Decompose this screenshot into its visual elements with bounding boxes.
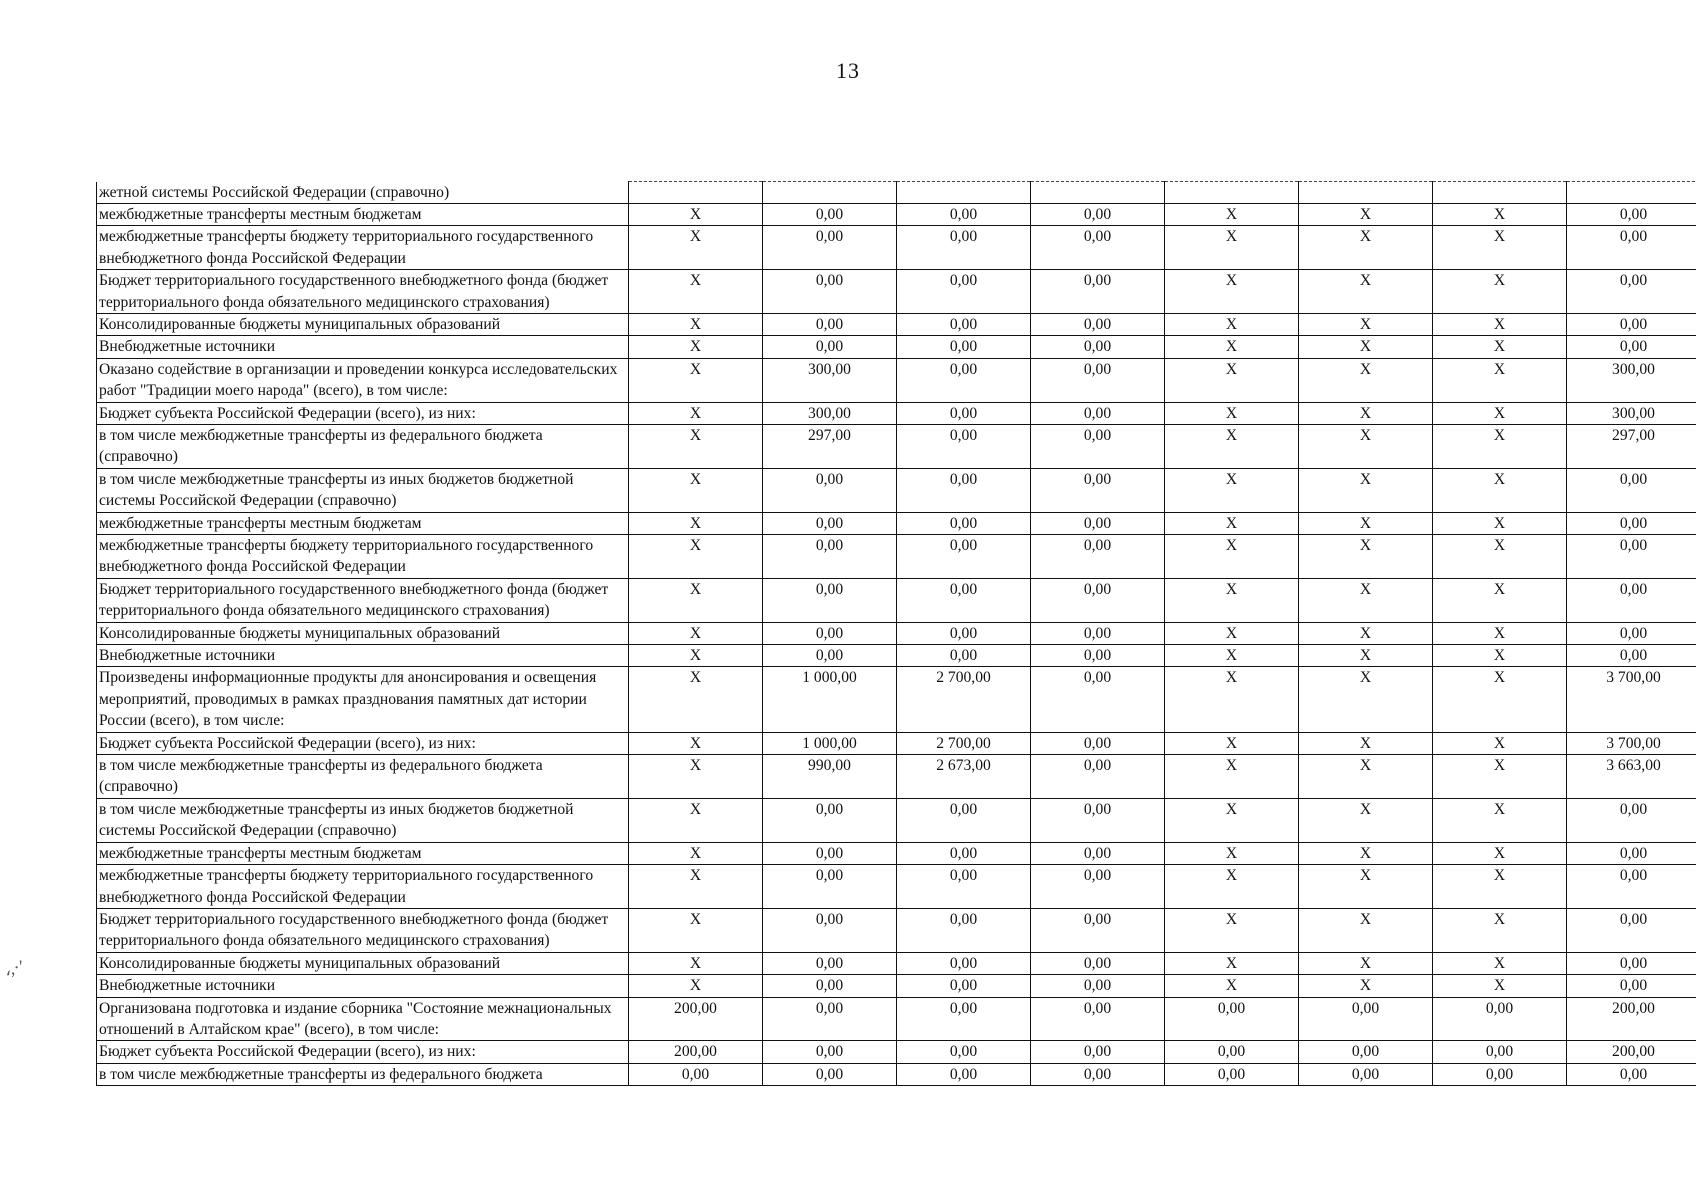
cell-value: X [629,313,763,335]
cell-value [897,182,1031,204]
row-label: межбюджетные трансферты местным бюджетам [97,512,629,534]
cell-value: 2 673,00 [897,755,1031,799]
cell-value: X [1433,313,1567,335]
cell-value: X [629,358,763,402]
cell-value: X [629,975,763,997]
table-row [97,667,1696,732]
cell-value: X [1165,270,1299,314]
cell-value: 0,00 [897,842,1031,864]
cell-value: X [1299,535,1433,579]
cell-value: 0,00 [1567,908,1696,952]
cell-value: X [1165,667,1299,732]
cell-value: 300,00 [763,358,897,402]
cell-value: X [1433,358,1567,402]
cell-value: 0,00 [1567,798,1696,842]
cell-value: 0,00 [897,402,1031,424]
cell-value: X [1433,535,1567,579]
cell-value: 0,00 [1299,997,1433,1041]
cell-value: X [1433,424,1567,468]
cell-value: X [1433,952,1567,974]
cell-value: X [629,203,763,225]
cell-value: 0,00 [1165,997,1299,1041]
cell-value: X [1165,622,1299,644]
cell-value: X [1433,226,1567,270]
cell-value: 0,00 [1567,313,1696,335]
cell-value: 0,00 [897,336,1031,358]
table-row [97,578,1696,622]
cell-value: 0,00 [1031,732,1165,754]
cell-value: X [629,755,763,799]
cell-value: 0,00 [763,1063,897,1085]
table-row [97,1063,1696,1085]
cell-value: X [1433,865,1567,909]
cell-value: X [1299,842,1433,864]
cell-value: X [1165,578,1299,622]
cell-value: X [629,270,763,314]
row-label: Бюджет субъекта Российской Федерации (всего), из них: [97,402,629,424]
stray-pen-mark: ،,·' [2,956,25,980]
cell-value: X [1165,358,1299,402]
row-label: жетной системы Российской Федерации (справочно) [97,182,629,204]
cell-value: 0,00 [897,1041,1031,1063]
cell-value: 0,00 [763,798,897,842]
cell-value: X [1299,336,1433,358]
cell-value: X [629,512,763,534]
cell-value: 0,00 [1567,952,1696,974]
cell-value: 0,00 [1433,1063,1567,1085]
row-label: межбюджетные трансферты бюджету территориального государственного внебюджетного фонда Российской Федерации [97,535,629,579]
table-row [97,1041,1696,1063]
cell-value: X [629,798,763,842]
cell-value: 0,00 [897,512,1031,534]
page-number: 13 [836,58,860,83]
cell-value: X [1165,645,1299,667]
table-row [97,535,1696,579]
cell-value: X [1165,798,1299,842]
cell-value: 300,00 [1567,402,1696,424]
cell-value: 0,00 [1299,1063,1433,1085]
cell-value: 0,00 [763,997,897,1041]
cell-value: 0,00 [763,1041,897,1063]
row-label: межбюджетные трансферты местным бюджетам [97,842,629,864]
cell-value: 0,00 [897,578,1031,622]
table-row [97,512,1696,534]
budget-table [96,181,1696,1086]
budget-table-body [97,182,1696,1086]
cell-value: X [1433,203,1567,225]
cell-value: X [1299,468,1433,512]
cell-value: 0,00 [897,424,1031,468]
cell-value: 297,00 [763,424,897,468]
cell-value: X [1165,842,1299,864]
row-label: Консолидированные бюджеты муниципальных образований [97,952,629,974]
cell-value: 0,00 [1165,1041,1299,1063]
cell-value: X [629,842,763,864]
cell-value: X [1299,645,1433,667]
cell-value: X [1165,313,1299,335]
cell-value: 0,00 [1031,512,1165,534]
cell-value: 0,00 [897,358,1031,402]
cell-value: X [629,336,763,358]
cell-value: X [1165,468,1299,512]
row-label: Бюджет субъекта Российской Федерации (всего), из них: [97,732,629,754]
row-label: в том числе межбюджетные трансферты из федерального бюджета [97,1063,629,1085]
cell-value: 200,00 [629,997,763,1041]
cell-value: 0,00 [763,952,897,974]
cell-value: 297,00 [1567,424,1696,468]
row-label: Консолидированные бюджеты муниципальных образований [97,622,629,644]
cell-value: 2 700,00 [897,732,1031,754]
cell-value: 0,00 [763,908,897,952]
cell-value: 0,00 [1031,755,1165,799]
cell-value: X [1433,336,1567,358]
cell-value: X [1299,667,1433,732]
cell-value: 0,00 [1567,645,1696,667]
cell-value: X [1165,226,1299,270]
cell-value: 0,00 [1567,535,1696,579]
row-label: в том числе межбюджетные трансферты из иных бюджетов бюджетной системы Российской Федерации (справочно) [97,798,629,842]
cell-value: X [1165,424,1299,468]
cell-value: 2 700,00 [897,667,1031,732]
table-row [97,755,1696,799]
cell-value: 0,00 [1031,1063,1165,1085]
cell-value: 0,00 [897,975,1031,997]
cell-value: X [1165,336,1299,358]
cell-value: X [1165,203,1299,225]
cell-value: 0,00 [763,865,897,909]
table-row [97,997,1696,1041]
cell-value: 0,00 [1031,535,1165,579]
cell-value: 300,00 [1567,358,1696,402]
cell-value: X [1299,270,1433,314]
row-label: Внебюджетные источники [97,336,629,358]
cell-value: X [629,645,763,667]
cell-value: 0,00 [1031,842,1165,864]
cell-value: X [1433,468,1567,512]
cell-value: 0,00 [1567,226,1696,270]
cell-value: 0,00 [763,313,897,335]
cell-value: 0,00 [763,270,897,314]
cell-value: 0,00 [1433,1041,1567,1063]
cell-value: 200,00 [1567,1041,1696,1063]
cell-value: 0,00 [763,336,897,358]
cell-value: 0,00 [1031,645,1165,667]
cell-value: 0,00 [1031,402,1165,424]
table-row [97,732,1696,754]
cell-value: X [1433,667,1567,732]
cell-value: X [1165,975,1299,997]
row-label: Организована подготовка и издание сборника "Состояние межнациональных отношений в Алтайском крае" (всего), в том числе: [97,997,629,1041]
cell-value: X [629,402,763,424]
cell-value: 3 700,00 [1567,667,1696,732]
table-row [97,468,1696,512]
cell-value: 0,00 [1031,667,1165,732]
cell-value: X [1165,908,1299,952]
cell-value: 0,00 [1433,997,1567,1041]
cell-value: X [1299,732,1433,754]
cell-value: X [629,578,763,622]
cell-value: X [1299,975,1433,997]
cell-value: X [629,468,763,512]
cell-value: 0,00 [1031,358,1165,402]
cell-value: 3 700,00 [1567,732,1696,754]
cell-value: X [629,908,763,952]
cell-value: X [1165,402,1299,424]
cell-value [763,182,897,204]
table-row [97,336,1696,358]
cell-value: 0,00 [1031,908,1165,952]
cell-value: X [1299,952,1433,974]
cell-value: X [1299,755,1433,799]
cell-value: X [629,226,763,270]
cell-value: 0,00 [1567,512,1696,534]
cell-value: 1 000,00 [763,667,897,732]
cell-value: X [629,865,763,909]
cell-value: 200,00 [1567,997,1696,1041]
cell-value: 0,00 [763,578,897,622]
cell-value [1165,182,1299,204]
cell-value: 3 663,00 [1567,755,1696,799]
cell-value: 0,00 [1165,1063,1299,1085]
cell-value: X [1299,622,1433,644]
cell-value: 0,00 [763,975,897,997]
cell-value: 0,00 [1031,798,1165,842]
cell-value: X [1165,732,1299,754]
cell-value: 200,00 [629,1041,763,1063]
cell-value: 0,00 [1567,842,1696,864]
table-row [97,975,1696,997]
table-row [97,952,1696,974]
cell-value: 0,00 [1031,270,1165,314]
cell-value: 0,00 [897,270,1031,314]
cell-value: 0,00 [897,997,1031,1041]
table-row [97,622,1696,644]
cell-value: 0,00 [1031,313,1165,335]
cell-value: X [1433,512,1567,534]
cell-value: 300,00 [763,402,897,424]
cell-value [1433,182,1567,204]
cell-value: 0,00 [1299,1041,1433,1063]
cell-value: X [1165,865,1299,909]
cell-value: 0,00 [1031,975,1165,997]
row-label: Внебюджетные источники [97,645,629,667]
cell-value: 0,00 [897,908,1031,952]
table-row [97,313,1696,335]
cell-value: X [1433,622,1567,644]
table-row [97,203,1696,225]
cell-value: X [1433,908,1567,952]
cell-value: X [1299,798,1433,842]
cell-value: X [629,732,763,754]
cell-value: 0,00 [1031,336,1165,358]
table-row [97,270,1696,314]
cell-value: 0,00 [897,313,1031,335]
cell-value: 0,00 [897,645,1031,667]
row-label: Консолидированные бюджеты муниципальных образований [97,313,629,335]
cell-value: 0,00 [1031,997,1165,1041]
cell-value: X [1433,578,1567,622]
cell-value: X [1433,798,1567,842]
cell-value: 0,00 [1567,468,1696,512]
cell-value: 0,00 [763,512,897,534]
cell-value [1031,182,1165,204]
cell-value: 0,00 [897,1063,1031,1085]
cell-value: 990,00 [763,755,897,799]
cell-value: 0,00 [1031,622,1165,644]
row-label: в том числе межбюджетные трансферты из иных бюджетов бюджетной системы Российской Федерации (справочно) [97,468,629,512]
cell-value: X [1299,226,1433,270]
cell-value: 0,00 [1031,468,1165,512]
cell-value: 0,00 [897,226,1031,270]
cell-value: X [1299,578,1433,622]
row-label: Бюджет субъекта Российской Федерации (всего), из них: [97,1041,629,1063]
row-label: в том числе межбюджетные трансферты из федерального бюджета (справочно) [97,424,629,468]
row-label: межбюджетные трансферты местным бюджетам [97,203,629,225]
table-row [97,798,1696,842]
table-row [97,908,1696,952]
cell-value: X [1299,358,1433,402]
cell-value: X [1433,732,1567,754]
cell-value: X [629,622,763,644]
cell-value: 0,00 [1567,336,1696,358]
cell-value [1299,182,1433,204]
cell-value: 0,00 [1567,975,1696,997]
cell-value: X [1433,270,1567,314]
cell-value: 0,00 [763,535,897,579]
table-row [97,182,1696,204]
row-label: Оказано содействие в организации и проведении конкурса исследовательских работ "Традиции моего народа" (всего), в том числе: [97,358,629,402]
cell-value: 0,00 [629,1063,763,1085]
cell-value: X [629,535,763,579]
row-label: межбюджетные трансферты бюджету территориального государственного внебюджетного фонда Российской Федерации [97,226,629,270]
cell-value: 0,00 [1031,865,1165,909]
cell-value: 0,00 [763,468,897,512]
table-row [97,865,1696,909]
cell-value: 0,00 [1031,952,1165,974]
cell-value: X [1165,952,1299,974]
cell-value: X [1165,755,1299,799]
cell-value: X [1433,842,1567,864]
cell-value: 0,00 [897,622,1031,644]
cell-value: X [1433,402,1567,424]
cell-value: 0,00 [1567,203,1696,225]
row-label: в том числе межбюджетные трансферты из федерального бюджета (справочно) [97,755,629,799]
cell-value: X [1299,424,1433,468]
cell-value: 0,00 [1031,226,1165,270]
cell-value: 0,00 [897,468,1031,512]
cell-value: 0,00 [763,842,897,864]
row-label: межбюджетные трансферты бюджету территориального государственного внебюджетного фонда Российской Федерации [97,865,629,909]
cell-value: 0,00 [1031,578,1165,622]
row-label: Бюджет территориального государственного внебюджетного фонда (бюджет территориального фонда обязательного медицинского страхования) [97,270,629,314]
cell-value: X [1299,402,1433,424]
row-label: Внебюджетные источники [97,975,629,997]
cell-value: 0,00 [763,645,897,667]
cell-value: X [1165,535,1299,579]
cell-value: 0,00 [1567,1063,1696,1085]
cell-value: 0,00 [1567,622,1696,644]
cell-value: 0,00 [763,203,897,225]
cell-value: 0,00 [897,952,1031,974]
cell-value: 0,00 [763,226,897,270]
row-label: Бюджет территориального государственного внебюджетного фонда (бюджет территориального фонда обязательного медицинского страхования) [97,578,629,622]
cell-value: 0,00 [1031,203,1165,225]
cell-value: 0,00 [1567,578,1696,622]
cell-value: 0,00 [1031,424,1165,468]
cell-value: X [1299,512,1433,534]
cell-value: 0,00 [1031,1041,1165,1063]
cell-value: X [629,667,763,732]
cell-value: X [1299,313,1433,335]
table-row [97,645,1696,667]
cell-value: X [1299,865,1433,909]
cell-value: X [1433,975,1567,997]
cell-value [629,182,763,204]
cell-value: 1 000,00 [763,732,897,754]
table-row [97,226,1696,270]
cell-value: X [1165,512,1299,534]
table-row [97,402,1696,424]
row-label: Произведены информационные продукты для анонсирования и освещения мероприятий, проводимых в рамках празднования памятных дат истории России (всего), в том числе: [97,667,629,732]
table-row [97,424,1696,468]
cell-value: 0,00 [897,203,1031,225]
cell-value: 0,00 [897,798,1031,842]
cell-value [1567,182,1696,204]
cell-value: X [1433,755,1567,799]
cell-value: 0,00 [763,622,897,644]
cell-value: 0,00 [897,535,1031,579]
row-label: Бюджет территориального государственного внебюджетного фонда (бюджет территориального фонда обязательного медицинского страхования) [97,908,629,952]
table-row [97,358,1696,402]
cell-value: 0,00 [1567,270,1696,314]
cell-value: X [1299,203,1433,225]
cell-value: X [1433,645,1567,667]
cell-value: 0,00 [1567,865,1696,909]
cell-value: X [629,952,763,974]
table-row [97,842,1696,864]
cell-value: X [1299,908,1433,952]
cell-value: X [629,424,763,468]
cell-value: 0,00 [897,865,1031,909]
